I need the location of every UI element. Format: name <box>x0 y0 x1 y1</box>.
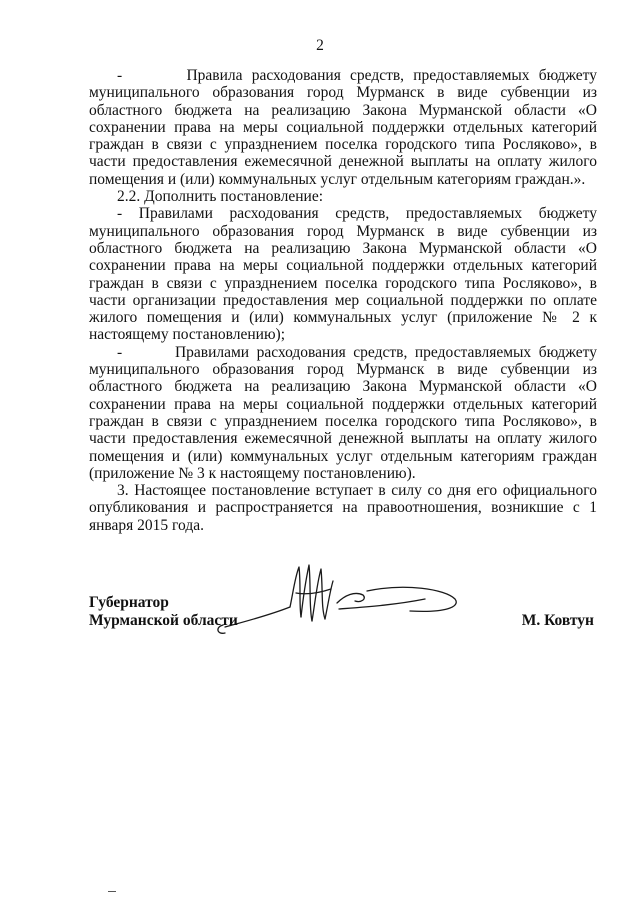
signatory-position <box>89 594 238 630</box>
paragraph-effective-date: 3. Настоящее постановление вступает в силу со дня его официального опубликования и распространяется на правоотношения, возникшие с 1 января 2015 года. <box>89 482 597 534</box>
page-number: 2 <box>316 37 324 54</box>
paragraph-appendix-3: - Правилами расходования средств, предоставляемых бюджету муниципального образования город Мурманск в виде субвенции из областного бюджета на реализацию Закона Мурманской области «О сохранении права на меры социальной поддержки отдельных категорий граждан в связи с упразднением поселка городского типа Росляково», в части предоставления ежемесячной денежной выплаты на оплату жилого помещения и (или) коммунальных услуг отдельным категориям граждан (приложение № 3 к настоящему постановлению). <box>89 343 597 482</box>
paragraph-appendix-2: - Правилами расходования средств, предоставляемых бюджету муниципального образования город Мурманск в виде субвенции из областного бюджета на реализацию Закона Мурманской области «О сохранении права на меры социальной поддержки отдельных категорий граждан в связи с упразднением поселка городского типа Росляково», в части организации предоставления мер социальной поддержки по оплате жилого помещения и (или) коммунальных услуг (приложение № 2 к настоящему постановлению); <box>89 205 597 344</box>
document-body <box>89 67 597 534</box>
paragraph-amendment-heading: 2.2. Дополнить постановление: <box>117 188 324 206</box>
signatory-position-line1: Губернатор <box>89 594 169 611</box>
footer-mark <box>108 891 116 892</box>
signatory-position-line2: Мурманской области <box>89 612 238 629</box>
signatory-name: М. Ковтун <box>521 612 594 629</box>
paragraph-rule-monthly-payment: - Правила расходования средств, предоставляемых бюджету муниципального образования город Мурманск в виде субвенции из областного бюджета на реализацию Закона Мурманской области «О сохранении права на меры социальной поддержки отдельных категорий граждан в связи с упразднением поселка городского типа Росляково», в части предоставления ежемесячной денежной выплаты на оплату жилого помещения и (или) коммунальных услуг отдельным категориям граждан.». <box>89 67 597 188</box>
